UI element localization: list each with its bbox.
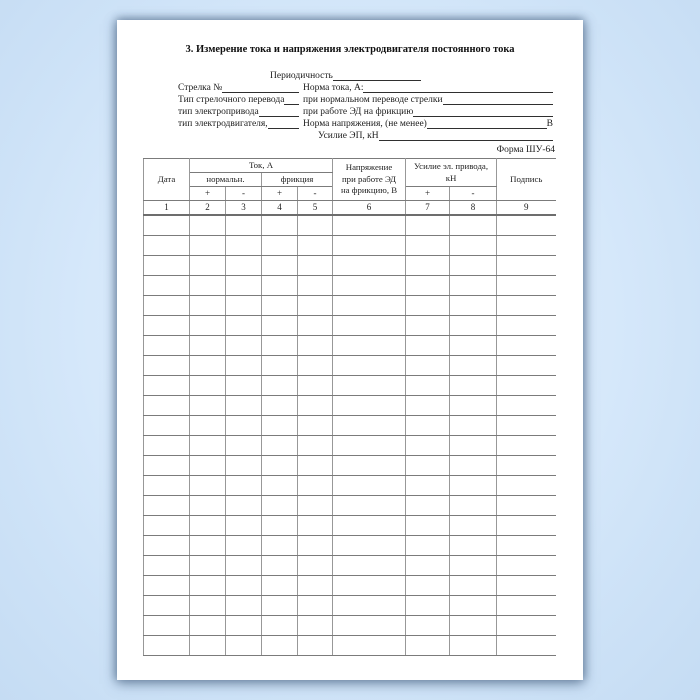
table-body — [144, 215, 556, 656]
empty-table-cell — [406, 556, 450, 576]
sign-minus: - — [226, 187, 262, 201]
empty-table-cell — [298, 576, 333, 596]
empty-table-cell — [144, 556, 190, 576]
empty-table-cell — [333, 616, 406, 636]
empty-table-cell — [226, 456, 262, 476]
empty-table-cell — [298, 396, 333, 416]
empty-table-cell — [226, 276, 262, 296]
empty-table-cell — [190, 256, 226, 276]
empty-table-cell — [406, 296, 450, 316]
empty-table-cell — [190, 236, 226, 256]
empty-data-row — [144, 616, 556, 636]
empty-table-cell — [226, 356, 262, 376]
empty-table-cell — [144, 456, 190, 476]
arrow-number-blank-line — [222, 92, 299, 93]
empty-table-cell — [450, 256, 497, 276]
empty-table-cell — [298, 376, 333, 396]
empty-table-cell — [190, 536, 226, 556]
empty-table-cell — [450, 296, 497, 316]
empty-table-cell — [497, 256, 556, 276]
empty-table-cell — [144, 336, 190, 356]
empty-table-cell — [144, 256, 190, 276]
empty-data-row — [144, 456, 556, 476]
empty-table-cell — [497, 616, 556, 636]
empty-table-cell — [450, 616, 497, 636]
drive-type-blank-line — [259, 116, 299, 117]
empty-table-cell — [406, 596, 450, 616]
table-header-row-groups — [144, 159, 556, 173]
empty-table-cell — [262, 396, 298, 416]
col-number: 8 — [450, 201, 497, 216]
empty-table-cell — [450, 476, 497, 496]
col-header-normal: нормальн. — [190, 173, 262, 187]
empty-table-cell — [144, 496, 190, 516]
empty-table-cell — [190, 396, 226, 416]
empty-table-cell — [497, 496, 556, 516]
empty-table-cell — [333, 496, 406, 516]
empty-table-cell — [497, 456, 556, 476]
empty-table-cell — [190, 516, 226, 536]
sign-minus: - — [298, 187, 333, 201]
empty-data-row — [144, 476, 556, 496]
empty-table-cell — [333, 336, 406, 356]
field-periodicity — [178, 70, 553, 82]
empty-table-cell — [298, 496, 333, 516]
empty-table-cell — [450, 236, 497, 256]
empty-table-cell — [450, 376, 497, 396]
sign-plus: + — [190, 187, 226, 201]
empty-table-cell — [144, 316, 190, 336]
empty-table-cell — [497, 215, 556, 236]
empty-table-cell — [406, 236, 450, 256]
col-header-date: Дата — [144, 159, 190, 201]
empty-table-cell — [450, 336, 497, 356]
col-number: 4 — [262, 201, 298, 216]
empty-table-cell — [190, 336, 226, 356]
empty-table-cell — [190, 616, 226, 636]
empty-table-cell — [450, 456, 497, 476]
empty-table-cell — [406, 215, 450, 236]
empty-table-cell — [333, 276, 406, 296]
empty-table-cell — [262, 636, 298, 656]
empty-table-cell — [190, 215, 226, 236]
empty-table-cell — [226, 416, 262, 436]
col-number: 5 — [298, 201, 333, 216]
document-page — [117, 20, 583, 680]
empty-table-cell — [144, 536, 190, 556]
empty-table-cell — [190, 496, 226, 516]
empty-table-cell — [333, 416, 406, 436]
empty-table-cell — [298, 476, 333, 496]
voltage-norm-blank-line — [427, 128, 547, 129]
empty-table-cell — [333, 316, 406, 336]
empty-table-cell — [226, 376, 262, 396]
switch-type-blank-line — [284, 104, 299, 105]
empty-table-cell — [144, 616, 190, 636]
empty-table-cell — [226, 215, 262, 236]
empty-table-cell — [406, 616, 450, 636]
switch-type-label: Тип стрелочного перевода — [178, 95, 285, 105]
empty-table-cell — [333, 376, 406, 396]
empty-data-row — [144, 276, 556, 296]
empty-table-cell — [190, 416, 226, 436]
col-number: 6 — [333, 201, 406, 216]
col-header-voltage: Напряжение при работе ЭД на фрикцию, В — [333, 159, 406, 201]
empty-table-cell — [144, 236, 190, 256]
empty-table-cell — [262, 296, 298, 316]
empty-table-cell — [406, 356, 450, 376]
effort-blank-line — [379, 140, 553, 141]
empty-table-cell — [497, 316, 556, 336]
empty-table-cell — [497, 376, 556, 396]
field-row-motor-type — [178, 118, 553, 130]
empty-table-cell — [190, 376, 226, 396]
empty-table-cell — [298, 536, 333, 556]
empty-table-cell — [226, 296, 262, 316]
empty-table-cell — [450, 215, 497, 236]
empty-table-cell — [262, 536, 298, 556]
empty-table-cell — [144, 376, 190, 396]
empty-table-cell — [144, 296, 190, 316]
empty-table-cell — [262, 316, 298, 336]
empty-table-cell — [144, 436, 190, 456]
empty-table-cell — [226, 396, 262, 416]
empty-table-cell — [262, 256, 298, 276]
empty-table-cell — [262, 416, 298, 436]
voltage-unit-suffix: В — [546, 119, 553, 129]
empty-table-cell — [497, 596, 556, 616]
friction-work-blank-line — [413, 116, 553, 117]
empty-table-cell — [262, 436, 298, 456]
empty-table-cell — [333, 215, 406, 236]
empty-table-cell — [226, 256, 262, 276]
empty-table-cell — [298, 215, 333, 236]
empty-data-row — [144, 436, 556, 456]
empty-table-cell — [298, 316, 333, 336]
empty-table-cell — [298, 636, 333, 656]
empty-table-cell — [333, 396, 406, 416]
effort-label: Усилие ЭП, кН — [318, 131, 379, 141]
current-norm-blank-line — [363, 92, 553, 93]
empty-table-cell — [406, 276, 450, 296]
empty-table-cell — [406, 336, 450, 356]
empty-table-cell — [298, 556, 333, 576]
empty-table-cell — [406, 536, 450, 556]
empty-table-cell — [144, 356, 190, 376]
empty-table-cell — [406, 576, 450, 596]
empty-table-cell — [450, 356, 497, 376]
empty-table-cell — [497, 576, 556, 596]
empty-data-row — [144, 496, 556, 516]
empty-table-cell — [450, 496, 497, 516]
empty-data-row — [144, 296, 556, 316]
empty-table-cell — [262, 596, 298, 616]
empty-data-row — [144, 336, 556, 356]
empty-data-row — [144, 416, 556, 436]
form-code: Форма ШУ-64 — [496, 145, 555, 155]
motor-type-blank-line — [268, 128, 299, 129]
empty-table-cell — [406, 416, 450, 436]
empty-table-cell — [298, 616, 333, 636]
empty-table-cell — [333, 556, 406, 576]
empty-table-cell — [333, 536, 406, 556]
measurement-table — [143, 158, 556, 656]
friction-work-label: при работе ЭД на фрикцию — [303, 107, 414, 117]
empty-table-cell — [333, 636, 406, 656]
empty-table-cell — [450, 596, 497, 616]
empty-table-cell — [298, 296, 333, 316]
empty-table-cell — [262, 276, 298, 296]
empty-table-cell — [450, 436, 497, 456]
empty-table-cell — [190, 636, 226, 656]
empty-table-cell — [406, 516, 450, 536]
empty-table-cell — [298, 516, 333, 536]
empty-table-cell — [226, 596, 262, 616]
empty-table-cell — [497, 276, 556, 296]
empty-data-row — [144, 356, 556, 376]
empty-table-cell — [190, 316, 226, 336]
col-number: 1 — [144, 201, 190, 216]
empty-table-cell — [406, 376, 450, 396]
empty-table-cell — [298, 356, 333, 376]
empty-table-cell — [226, 576, 262, 596]
col-number: 9 — [497, 201, 556, 216]
empty-table-cell — [262, 476, 298, 496]
empty-table-cell — [262, 356, 298, 376]
voltage-norm-label: Норма напряжения, (не менее) — [303, 119, 427, 129]
form-header-fields — [178, 70, 553, 142]
empty-table-cell — [226, 616, 262, 636]
empty-data-row — [144, 236, 556, 256]
empty-table-cell — [262, 236, 298, 256]
empty-table-cell — [190, 456, 226, 476]
empty-table-cell — [333, 596, 406, 616]
empty-data-row — [144, 396, 556, 416]
empty-data-row — [144, 636, 556, 656]
empty-table-cell — [226, 636, 262, 656]
empty-data-row — [144, 376, 556, 396]
sign-plus: + — [406, 187, 450, 201]
empty-data-row — [144, 576, 556, 596]
empty-table-cell — [262, 336, 298, 356]
empty-table-cell — [450, 316, 497, 336]
empty-table-cell — [333, 456, 406, 476]
empty-table-cell — [226, 316, 262, 336]
normal-switching-blank-line — [443, 104, 553, 105]
empty-table-cell — [190, 556, 226, 576]
empty-table-cell — [450, 536, 497, 556]
empty-table-cell — [262, 215, 298, 236]
empty-table-cell — [406, 396, 450, 416]
empty-table-cell — [262, 376, 298, 396]
empty-table-cell — [450, 416, 497, 436]
empty-table-cell — [497, 356, 556, 376]
col-number: 7 — [406, 201, 450, 216]
empty-table-cell — [144, 215, 190, 236]
empty-table-cell — [144, 396, 190, 416]
empty-data-row — [144, 256, 556, 276]
periodicity-label: Периодичность — [270, 71, 333, 81]
empty-table-cell — [298, 276, 333, 296]
field-row-effort — [178, 130, 553, 142]
empty-data-row — [144, 596, 556, 616]
empty-table-cell — [450, 276, 497, 296]
empty-table-cell — [497, 556, 556, 576]
periodicity-blank-line — [333, 80, 421, 81]
empty-table-cell — [262, 516, 298, 536]
empty-table-cell — [144, 596, 190, 616]
empty-table-cell — [406, 636, 450, 656]
empty-table-cell — [450, 396, 497, 416]
empty-table-cell — [190, 436, 226, 456]
empty-table-cell — [298, 416, 333, 436]
empty-table-cell — [298, 596, 333, 616]
empty-table-cell — [497, 436, 556, 456]
empty-table-cell — [262, 616, 298, 636]
motor-type-label: тип электродвигателя, — [178, 119, 268, 129]
empty-table-cell — [497, 336, 556, 356]
empty-table-cell — [497, 416, 556, 436]
col-number: 2 — [190, 201, 226, 216]
empty-table-cell — [262, 576, 298, 596]
empty-table-cell — [226, 336, 262, 356]
empty-table-cell — [333, 476, 406, 496]
empty-table-cell — [450, 636, 497, 656]
empty-table-cell — [497, 296, 556, 316]
empty-table-cell — [262, 496, 298, 516]
empty-table-cell — [262, 556, 298, 576]
empty-table-cell — [333, 516, 406, 536]
empty-table-cell — [190, 296, 226, 316]
empty-table-cell — [298, 256, 333, 276]
empty-table-cell — [190, 576, 226, 596]
empty-table-cell — [333, 236, 406, 256]
normal-switching-label: при нормальном переводе стрелки — [303, 95, 443, 105]
col-number: 3 — [226, 201, 262, 216]
empty-table-cell — [333, 436, 406, 456]
empty-table-cell — [226, 236, 262, 256]
empty-table-cell — [226, 436, 262, 456]
empty-table-cell — [190, 276, 226, 296]
empty-table-cell — [333, 576, 406, 596]
empty-table-cell — [226, 536, 262, 556]
empty-table-cell — [144, 516, 190, 536]
empty-data-row — [144, 516, 556, 536]
empty-table-cell — [406, 456, 450, 476]
field-row-arrow — [178, 82, 553, 94]
page-title: 3. Измерение тока и напряжения электродвигателя постоянного тока — [185, 44, 515, 55]
empty-table-cell — [226, 496, 262, 516]
current-norm-label: Норма тока, А: — [303, 83, 364, 93]
empty-data-row — [144, 556, 556, 576]
empty-data-row — [144, 316, 556, 336]
empty-table-cell — [406, 496, 450, 516]
empty-table-cell — [497, 396, 556, 416]
col-header-force-group: Усилие эл. привода, кН — [406, 159, 497, 187]
empty-table-cell — [450, 516, 497, 536]
empty-table-cell — [298, 236, 333, 256]
empty-table-cell — [497, 536, 556, 556]
empty-table-cell — [406, 476, 450, 496]
empty-table-cell — [450, 556, 497, 576]
empty-table-cell — [406, 256, 450, 276]
drive-type-label: тип электропривода — [178, 107, 259, 117]
empty-table-cell — [226, 516, 262, 536]
empty-table-cell — [298, 436, 333, 456]
empty-table-cell — [144, 636, 190, 656]
col-header-current-group: Ток, А — [190, 159, 333, 173]
empty-table-cell — [497, 516, 556, 536]
empty-table-cell — [406, 436, 450, 456]
field-row-switch-type — [178, 94, 553, 106]
empty-table-cell — [226, 556, 262, 576]
empty-data-row — [144, 215, 556, 236]
empty-table-cell — [190, 356, 226, 376]
empty-table-cell — [190, 596, 226, 616]
table-column-numbers-row — [144, 201, 556, 216]
empty-table-cell — [226, 476, 262, 496]
empty-table-cell — [406, 316, 450, 336]
empty-table-cell — [333, 256, 406, 276]
empty-table-cell — [144, 276, 190, 296]
empty-table-cell — [144, 476, 190, 496]
sign-minus: - — [450, 187, 497, 201]
empty-table-cell — [497, 636, 556, 656]
empty-table-cell — [333, 296, 406, 316]
empty-table-cell — [298, 456, 333, 476]
empty-table-cell — [333, 356, 406, 376]
col-header-friction: фрикция — [262, 173, 333, 187]
empty-table-cell — [144, 416, 190, 436]
sign-plus: + — [262, 187, 298, 201]
empty-table-cell — [262, 456, 298, 476]
col-header-signature: Подпись — [497, 159, 556, 201]
empty-table-cell — [450, 576, 497, 596]
arrow-number-label: Стрелка № — [178, 83, 223, 93]
empty-table-cell — [190, 476, 226, 496]
field-row-drive-type — [178, 106, 553, 118]
empty-data-row — [144, 536, 556, 556]
empty-table-cell — [497, 236, 556, 256]
empty-table-cell — [144, 576, 190, 596]
empty-table-cell — [298, 336, 333, 356]
empty-table-cell — [497, 476, 556, 496]
